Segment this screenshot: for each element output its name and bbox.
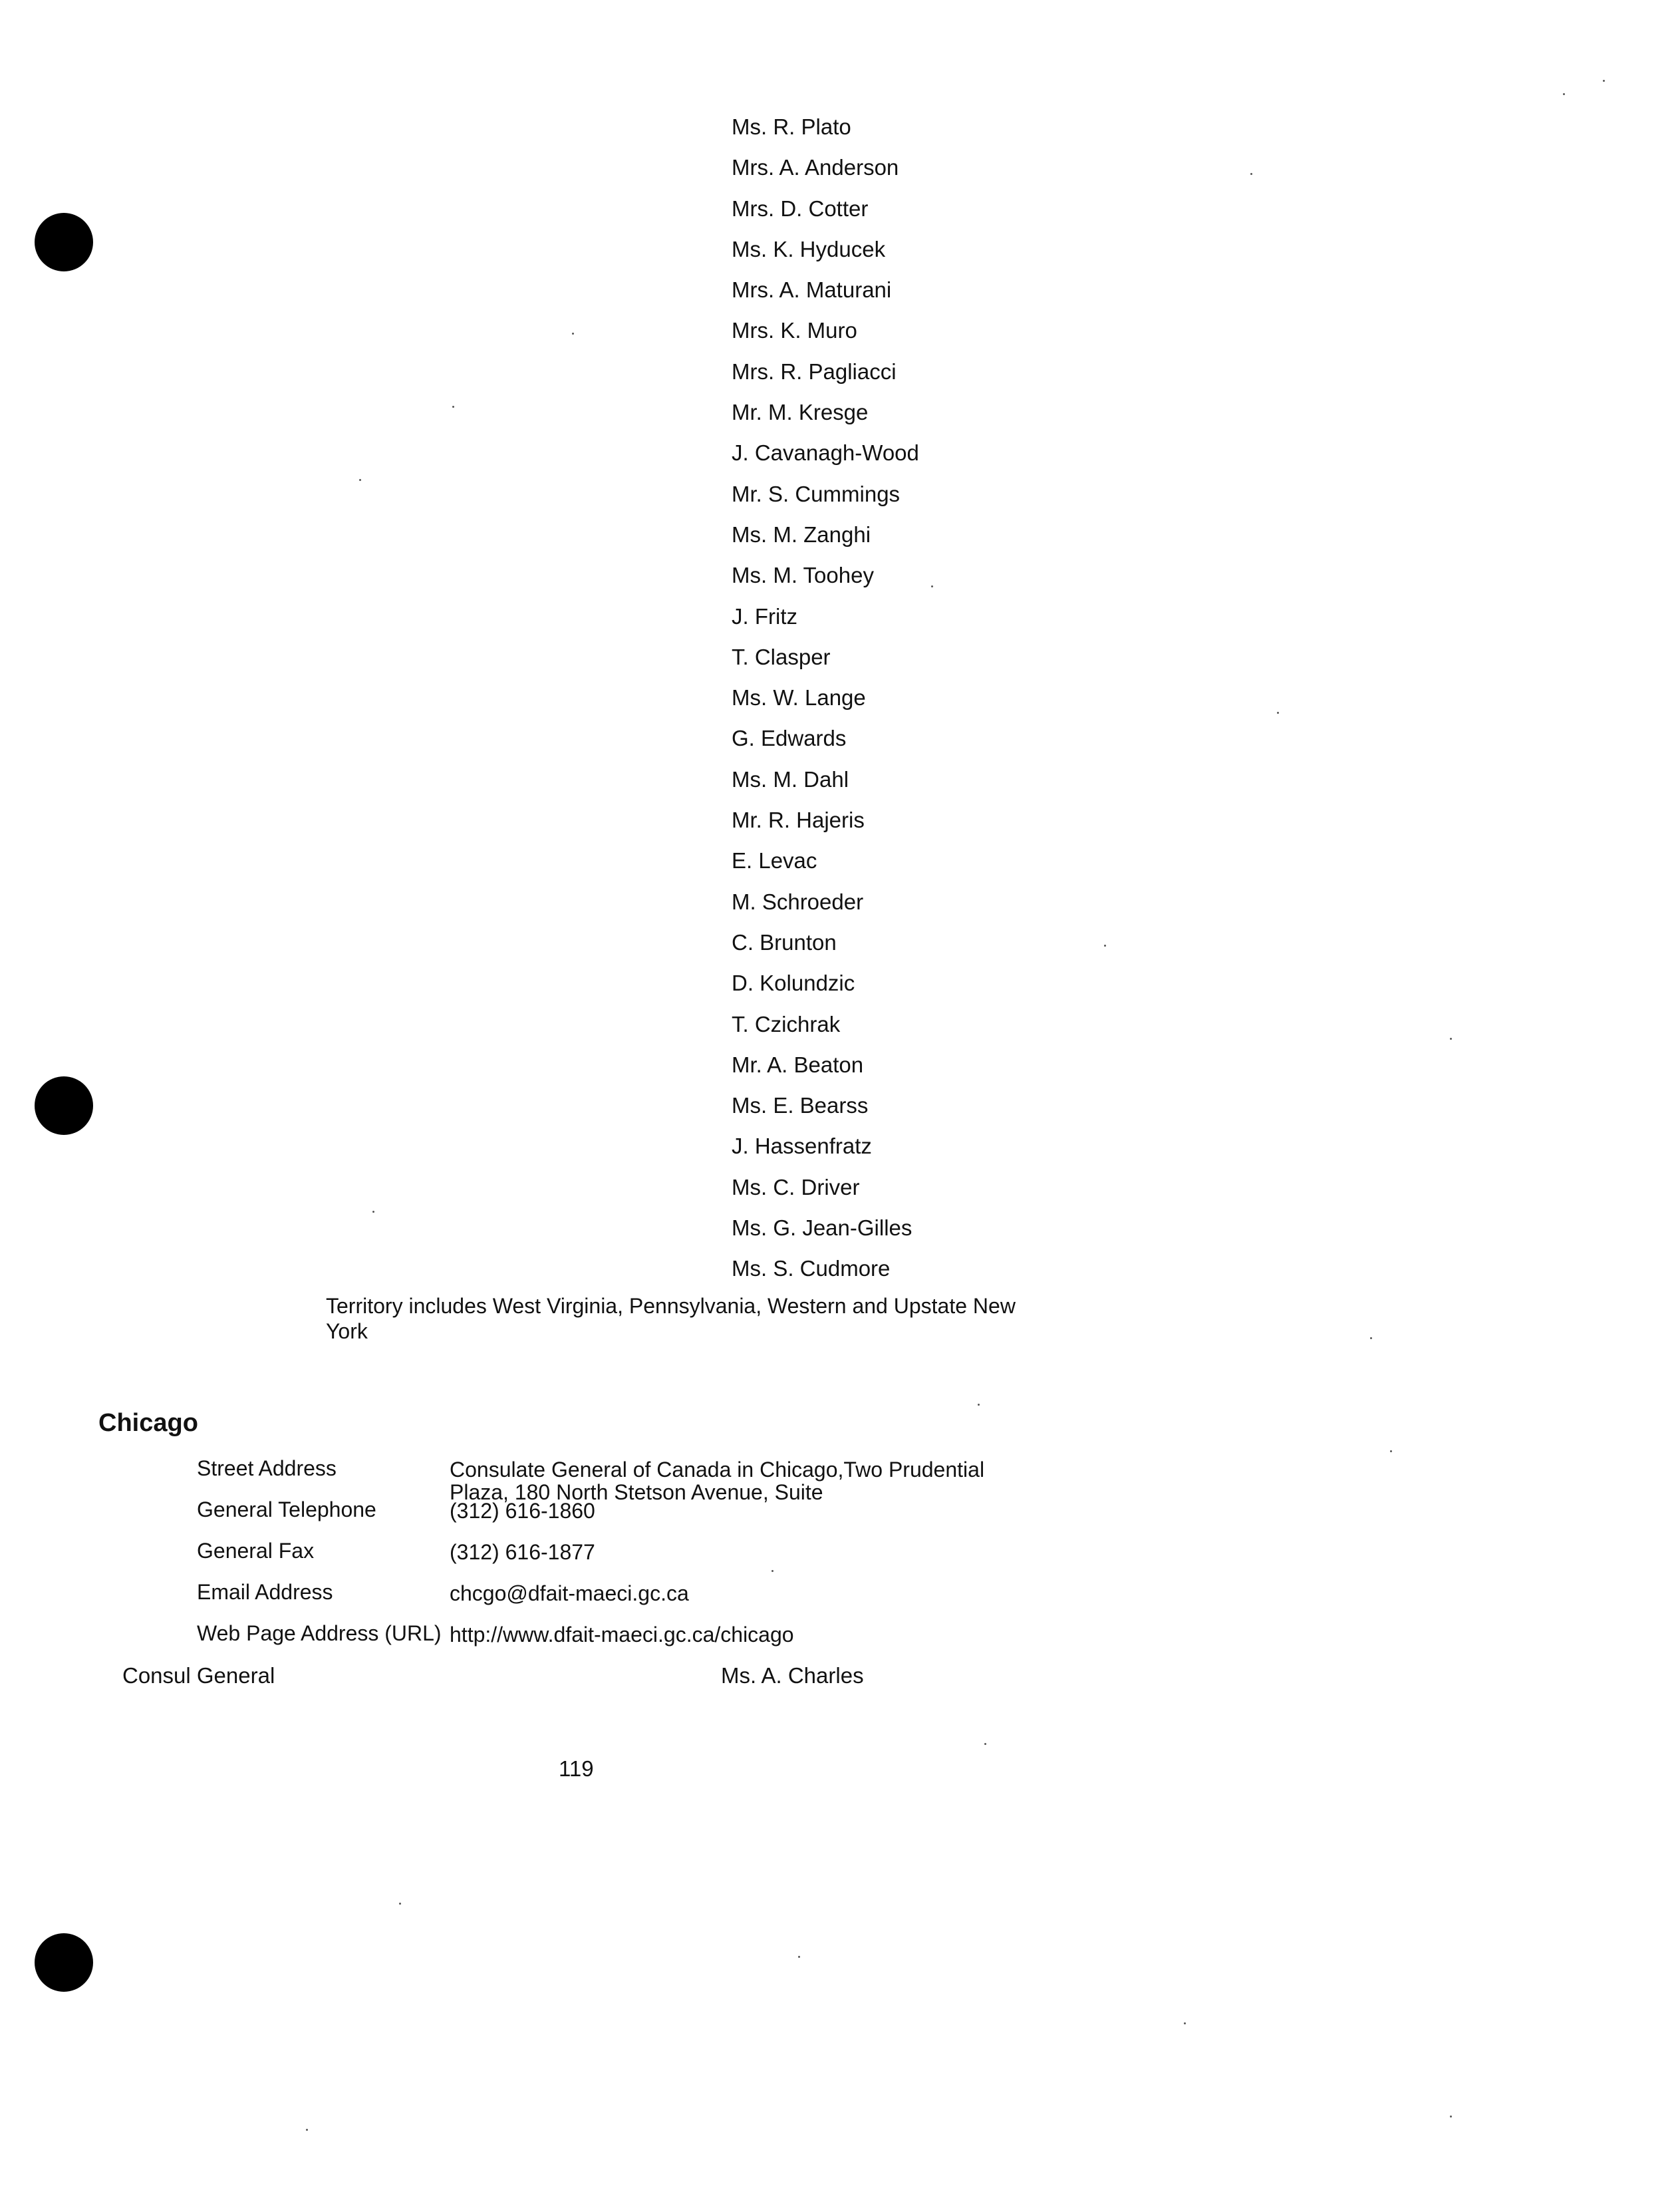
contact-block bbox=[197, 1450, 1061, 1656]
binder-hole-bottom bbox=[35, 1933, 93, 1992]
scan-speck bbox=[359, 479, 361, 481]
binder-hole-top bbox=[35, 213, 93, 271]
email-label: Email Address bbox=[197, 1580, 333, 1604]
staff-name: Ms. C. Driver bbox=[732, 1174, 860, 1199]
scan-speck bbox=[1450, 2116, 1452, 2118]
street-address-label: Street Address bbox=[197, 1456, 337, 1480]
staff-list bbox=[732, 106, 919, 1289]
scan-speck bbox=[1104, 945, 1106, 947]
telephone-row bbox=[197, 1492, 1061, 1533]
scan-speck bbox=[1450, 1038, 1452, 1040]
scan-speck bbox=[306, 2129, 308, 2131]
street-address-value: Consulate General of Canada in Chicago,Two Prudential Plaza, 180 North Stetson Avenue, Suite bbox=[450, 1458, 985, 1504]
staff-name: Ms. G. Jean-Gilles bbox=[732, 1215, 912, 1241]
staff-name: D. Kolundzic bbox=[732, 971, 855, 996]
staff-name: Mrs. R. Pagliacci bbox=[732, 359, 897, 384]
staff-name: Mrs. A. Maturani bbox=[732, 277, 892, 303]
staff-name: Ms. M. Dahl bbox=[732, 766, 849, 792]
email-row bbox=[197, 1574, 1061, 1615]
web-row bbox=[197, 1615, 1061, 1656]
telephone-value: (312) 616-1860 bbox=[450, 1499, 595, 1523]
binder-hole-middle bbox=[35, 1076, 93, 1135]
consul-label: Consul General bbox=[122, 1663, 275, 1688]
email-value: chcgo@dfait-maeci.gc.ca bbox=[450, 1581, 689, 1605]
consul-name: Ms. A. Charles bbox=[721, 1663, 864, 1688]
staff-name: J. Fritz bbox=[732, 603, 797, 629]
staff-name: C. Brunton bbox=[732, 929, 837, 955]
section-title-chicago: Chicago bbox=[98, 1409, 198, 1437]
staff-name: Ms. K. Hyducek bbox=[732, 236, 886, 261]
staff-name: Mr. A. Beaton bbox=[732, 1052, 864, 1077]
staff-name: Mr. M. Kresge bbox=[732, 400, 869, 425]
scan-speck bbox=[931, 585, 933, 587]
street-address-row bbox=[197, 1450, 1061, 1504]
scan-speck bbox=[1603, 80, 1605, 82]
staff-name: Ms. S. Cudmore bbox=[732, 1256, 891, 1281]
staff-name: M. Schroeder bbox=[732, 889, 864, 914]
web-value: http://www.dfait-maeci.gc.ca/chicago bbox=[450, 1623, 794, 1647]
fax-value: (312) 616-1877 bbox=[450, 1540, 595, 1564]
fax-label: General Fax bbox=[197, 1539, 315, 1563]
telephone-label: General Telephone bbox=[197, 1497, 376, 1521]
staff-name: Mr. S. Cummings bbox=[732, 481, 901, 506]
fax-row bbox=[197, 1533, 1061, 1574]
scan-speck bbox=[452, 406, 454, 408]
staff-name: Mrs. A. Anderson bbox=[732, 155, 899, 180]
scan-speck bbox=[399, 1903, 401, 1905]
staff-name: T. Clasper bbox=[732, 644, 831, 669]
staff-name: Mrs. D. Cotter bbox=[732, 196, 869, 221]
scan-speck bbox=[798, 1956, 800, 1958]
staff-name: Ms. M. Toohey bbox=[732, 563, 874, 588]
scan-speck bbox=[572, 333, 574, 335]
staff-name: Mr. R. Hajeris bbox=[732, 808, 865, 833]
territory-note: Territory includes West Virginia, Pennsylvania, Western and Upstate New York bbox=[326, 1294, 1016, 1343]
scan-speck bbox=[372, 1211, 374, 1213]
scan-speck bbox=[1277, 712, 1279, 714]
staff-name: T. Czichrak bbox=[732, 1011, 841, 1036]
staff-name: Mrs. K. Muro bbox=[732, 318, 857, 343]
staff-name: G. Edwards bbox=[732, 726, 847, 751]
scan-speck bbox=[1390, 1450, 1392, 1452]
scan-speck bbox=[984, 1743, 986, 1745]
scan-speck bbox=[1184, 2022, 1186, 2024]
scan-speck bbox=[1563, 93, 1565, 95]
scan-speck bbox=[978, 1404, 980, 1406]
scan-speck bbox=[1250, 173, 1252, 175]
staff-name: Ms. M. Zanghi bbox=[732, 522, 871, 547]
scan-speck bbox=[1370, 1337, 1372, 1339]
staff-name: Ms. R. Plato bbox=[732, 114, 851, 139]
staff-name: J. Hassenfratz bbox=[732, 1134, 872, 1159]
staff-name: Ms. W. Lange bbox=[732, 685, 866, 710]
consul-row bbox=[122, 1663, 987, 1690]
web-label: Web Page Address (URL) bbox=[197, 1621, 442, 1645]
scan-speck bbox=[771, 1570, 773, 1572]
staff-name: J. Cavanagh-Wood bbox=[732, 440, 919, 466]
staff-name: Ms. E. Bearss bbox=[732, 1093, 869, 1118]
page-number: 119 bbox=[559, 1756, 594, 1781]
staff-name: E. Levac bbox=[732, 848, 817, 873]
